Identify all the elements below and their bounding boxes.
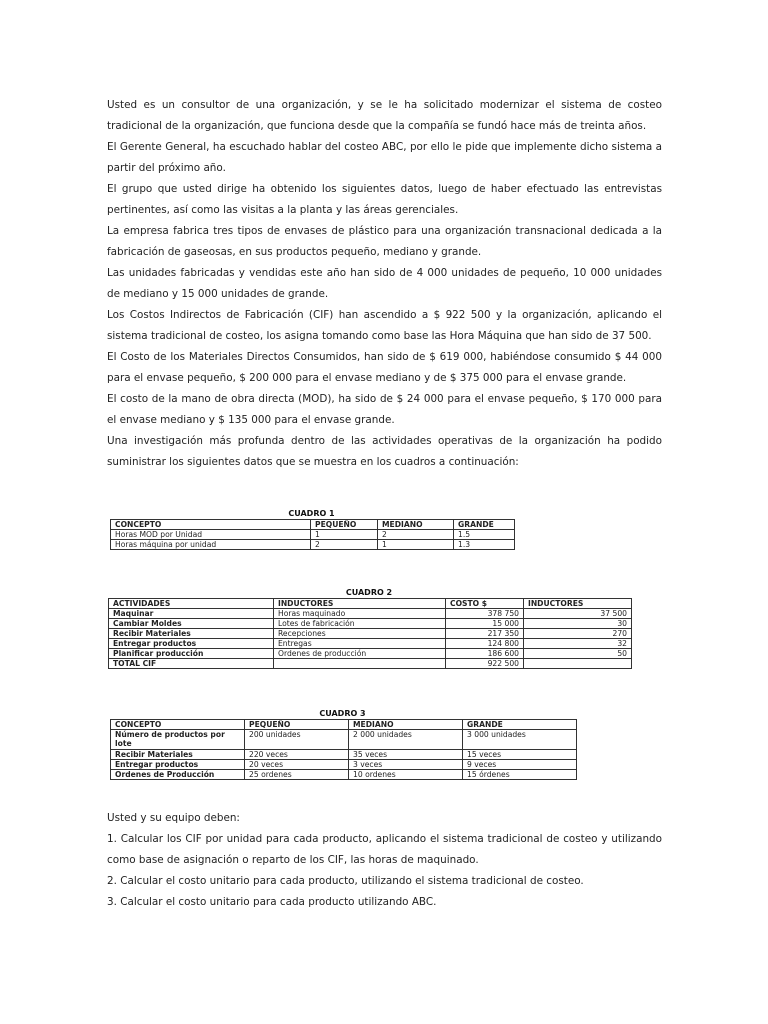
table-cell: 2 000 unidades	[349, 730, 463, 750]
table-cell: Número de productos por lote	[111, 730, 245, 750]
table-cell	[274, 659, 446, 669]
column-header: PEQUEÑO	[245, 720, 349, 730]
questions-intro: Usted y su equipo deben:	[107, 812, 240, 824]
table-row	[109, 619, 632, 629]
table-cell: 30	[524, 619, 632, 629]
table-cell: Cambiar Moldes	[109, 619, 274, 629]
table-cell: Entregar productos	[111, 760, 245, 770]
column-header: INDUCTORES	[524, 599, 632, 609]
table-cell: 124 800	[446, 639, 524, 649]
table-cell: 1	[311, 530, 378, 540]
column-header: MEDIANO	[378, 520, 454, 530]
table-row	[109, 639, 632, 649]
table-cell: 3 000 unidades	[463, 730, 577, 750]
table-cell: 20 veces	[245, 760, 349, 770]
cuadro2-title: CUADRO 2	[345, 588, 393, 597]
paragraph-materiales: El Costo de los Materiales Directos Consumidos, han sido de $ 619 000, habiéndose consumido $ 44 000 para el envase pequeño, $ 200 000 para el envase mediano y de $ 375 000 para el envase grande.	[107, 351, 662, 384]
paragraph-gerente: El Gerente General, ha escuchado hablar del costeo ABC, por ello le pide que implemente dicho sistema a partir del próximo año.	[107, 141, 662, 174]
table-row	[111, 730, 577, 750]
column-header: MEDIANO	[349, 720, 463, 730]
table-cell: Ordenes de Producción	[111, 770, 245, 780]
table-header-row	[109, 599, 632, 609]
table-cell: Maquinar	[109, 609, 274, 619]
table-row	[109, 629, 632, 639]
column-header: GRANDE	[463, 720, 577, 730]
table-row	[111, 530, 515, 540]
table-cell: 378 750	[446, 609, 524, 619]
table-cell: Ordenes de producción	[274, 649, 446, 659]
table-cell: Recibir Materiales	[111, 750, 245, 760]
table-cell: Planificar producción	[109, 649, 274, 659]
table-cell: 9 veces	[463, 760, 577, 770]
question-item-1: 1. Calcular los CIF por unidad para cada producto, aplicando el sistema tradicional de costeo y utilizando como base de asignación o reparto de los CIF, las horas de maquinado.	[107, 833, 662, 866]
table-cell: Entregar productos	[109, 639, 274, 649]
table-cell: 3 veces	[349, 760, 463, 770]
table-cell: 1.5	[454, 530, 515, 540]
question-item-3: 3. Calcular el costo unitario para cada producto utilizando ABC.	[107, 896, 437, 908]
cuadro3-title: CUADRO 3	[319, 709, 366, 718]
table-cell: 200 unidades	[245, 730, 349, 750]
table-cell: 25 ordenes	[245, 770, 349, 780]
paragraph-mod: El costo de la mano de obra directa (MOD), ha sido de $ 24 000 para el envase pequeño, $ 170 000 para el envase mediano y $ 135 000 para el envase grande.	[107, 393, 662, 426]
table-cell: Recibir Materiales	[109, 629, 274, 639]
table-total-row	[109, 659, 632, 669]
table-cell: Horas maquinado	[274, 609, 446, 619]
table-row	[111, 750, 577, 760]
table-cell: TOTAL CIF	[109, 659, 274, 669]
column-header: ACTIVIDADES	[109, 599, 274, 609]
column-header: GRANDE	[454, 520, 515, 530]
table-row	[111, 760, 577, 770]
paragraph-intro: Usted es un consultor de una organización, y se le ha solicitado modernizar el sistema de costeo tradicional de la organización, que funciona desde que la compañía se fundó hace más de treinta años.	[107, 99, 662, 132]
table-row	[109, 609, 632, 619]
paragraph-unidades: Las unidades fabricadas y vendidas este año han sido de 4 000 unidades de pequeño, 10 000 unidades de mediano y 15 000 unidades de grande.	[107, 267, 662, 300]
table-cell: Horas máquina por unidad	[111, 540, 311, 550]
table-cell: 186 600	[446, 649, 524, 659]
paragraph-investigacion: Una investigación más profunda dentro de las actividades operativas de la organización ha podido suministrar los siguientes datos que se muestra en los cuadros a continuación:	[107, 435, 662, 468]
column-header: CONCEPTO	[111, 520, 311, 530]
table-row	[111, 770, 577, 780]
cuadro1-title: CUADRO 1	[288, 509, 335, 518]
table-cell: 50	[524, 649, 632, 659]
cuadro2-table	[108, 598, 632, 669]
table-cell: 35 veces	[349, 750, 463, 760]
table-cell: 15 veces	[463, 750, 577, 760]
table-cell: 2	[378, 530, 454, 540]
table-row	[109, 649, 632, 659]
paragraph-grupo: El grupo que usted dirige ha obtenido los siguientes datos, luego de haber efectuado las entrevistas pertinentes, así como las visitas a la planta y las áreas gerenciales.	[107, 183, 662, 216]
table-cell: Recepciones	[274, 629, 446, 639]
table-row	[111, 540, 515, 550]
table-cell: Horas MOD por Unidad	[111, 530, 311, 540]
table-cell: 1	[378, 540, 454, 550]
question-item-2: 2. Calcular el costo unitario para cada producto, utilizando el sistema tradicional de costeo.	[107, 875, 584, 887]
table-cell: 10 ordenes	[349, 770, 463, 780]
cuadro3-table	[110, 719, 577, 780]
table-cell: 922 500	[446, 659, 524, 669]
table-cell: 217 350	[446, 629, 524, 639]
table-cell: 270	[524, 629, 632, 639]
table-header-row	[111, 520, 515, 530]
table-cell: Entregas	[274, 639, 446, 649]
table-cell: 2	[311, 540, 378, 550]
table-cell	[524, 659, 632, 669]
table-cell: 15 órdenes	[463, 770, 577, 780]
table-header-row	[111, 720, 577, 730]
column-header: COSTO $	[446, 599, 524, 609]
column-header: INDUCTORES	[274, 599, 446, 609]
column-header: PEQUEÑO	[311, 520, 378, 530]
table-cell: 32	[524, 639, 632, 649]
paragraph-cif: Los Costos Indirectos de Fabricación (CIF) han ascendido a $ 922 500 y la organización, aplicando el sistema tradicional de costeo, los asigna tomando como base las Hora Máquina que han sido de 37 500.	[107, 309, 662, 342]
cuadro1-table	[110, 519, 515, 550]
column-header: CONCEPTO	[111, 720, 245, 730]
table-cell: 220 veces	[245, 750, 349, 760]
table-cell: 37 500	[524, 609, 632, 619]
table-cell: Lotes de fabricación	[274, 619, 446, 629]
table-cell: 1.3	[454, 540, 515, 550]
table-cell: 15 000	[446, 619, 524, 629]
paragraph-empresa: La empresa fabrica tres tipos de envases de plástico para una organización transnacional dedicada a la fabricación de gaseosas, en sus productos pequeño, mediano y grande.	[107, 225, 662, 258]
